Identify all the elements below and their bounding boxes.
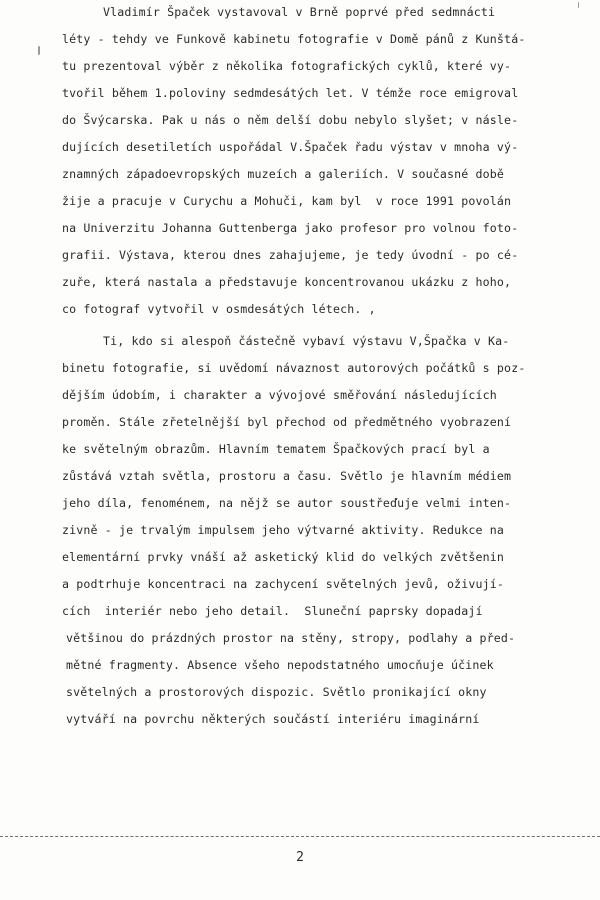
text-line: elementární prvky vnáší až asketický klid do velkých zvětšenin — [62, 550, 505, 564]
page-number: 2 — [296, 850, 304, 865]
margin-pencil-mark — [578, 2, 579, 8]
text-line: většinou do prázdných prostor na stěny, stropy, podlahy a před- — [66, 631, 516, 645]
text-line: zůstává vztah světla, prostoru a času. Světlo je hlavním médiem — [62, 469, 512, 483]
text-line: cích interiér nebo jeho detail. Sluneční paprsky dopadají — [62, 604, 483, 618]
text-line: proměn. Stále zřetelnější byl přechod od předmětného vyobrazení — [62, 415, 512, 429]
text-line: mětné fragmenty. Absence všeho nepodstatného umocňuje účinek — [66, 658, 494, 672]
text-line: vytváří na povrchu některých součástí interiéru imaginární — [66, 712, 480, 726]
text-line: grafii. Výstava, kterou dnes zahajujeme, je tedy úvodní - po cé- — [62, 248, 519, 262]
page-divider — [0, 836, 600, 837]
text-line: jeho díla, fenoménem, na nějž se autor soustřeďuje velmi inten- — [62, 496, 512, 510]
text-line: Ti, kdo si alespoň částečně vybaví výstavu V,Špačka v Ka- — [103, 334, 510, 348]
text-line: léty - tehdy ve Funkově kabinetu fotografie v Domě pánů z Kunštá- — [62, 32, 526, 46]
text-line: zivně - je trvalým impulsem jeho výtvarné aktivity. Redukce na — [62, 523, 505, 537]
text-line: a podtrhuje koncentraci na zachycení světelných jevů, oživují- — [62, 577, 505, 591]
text-line: dějším údobím, i charakter a vývojové směřování následujících — [62, 388, 497, 402]
text-line: binetu fotografie, si uvědomí návaznost autorových počátků s poz- — [62, 361, 526, 375]
text-line: Vladimír Špaček vystavoval v Brně poprvé před sedmnácti — [103, 5, 496, 19]
text-line: tu prezentoval výběr z několika fotografických cyklů, které vy- — [62, 59, 512, 73]
text-line: žije a pracuje v Curychu a Mohuči, kam byl v roce 1991 povolán — [62, 194, 512, 208]
text-line: zuře, která nastala a představuje koncentrovanou ukázku z hoho, — [62, 275, 512, 289]
text-line: dujících desetiletích uspořádal V.Špaček řadu výstav v mnoha vý- — [62, 140, 519, 154]
text-line: světelných a prostorových dispozic. Světlo pronikající okny — [66, 685, 487, 699]
text-line: do Švýcarska. Pak u nás o něm delší dobu nebylo slyšet; v násle- — [62, 113, 519, 127]
text-line: tvořil během 1.poloviny sedmdesátých let. V témže roce emigroval — [62, 86, 519, 100]
text-line: co fotograf vytvořil v osmdesátých létech. , — [62, 302, 376, 316]
text-line: znamných západoevropských muzeích a galeriích. V současné době — [62, 167, 505, 181]
margin-pencil-mark — [38, 46, 40, 55]
text-line: na Univerzitu Johanna Guttenberga jako profesor pro volnou foto- — [62, 221, 519, 235]
text-line: ke světelným obrazům. Hlavním tematem Špačkových prací byl a — [62, 442, 490, 456]
